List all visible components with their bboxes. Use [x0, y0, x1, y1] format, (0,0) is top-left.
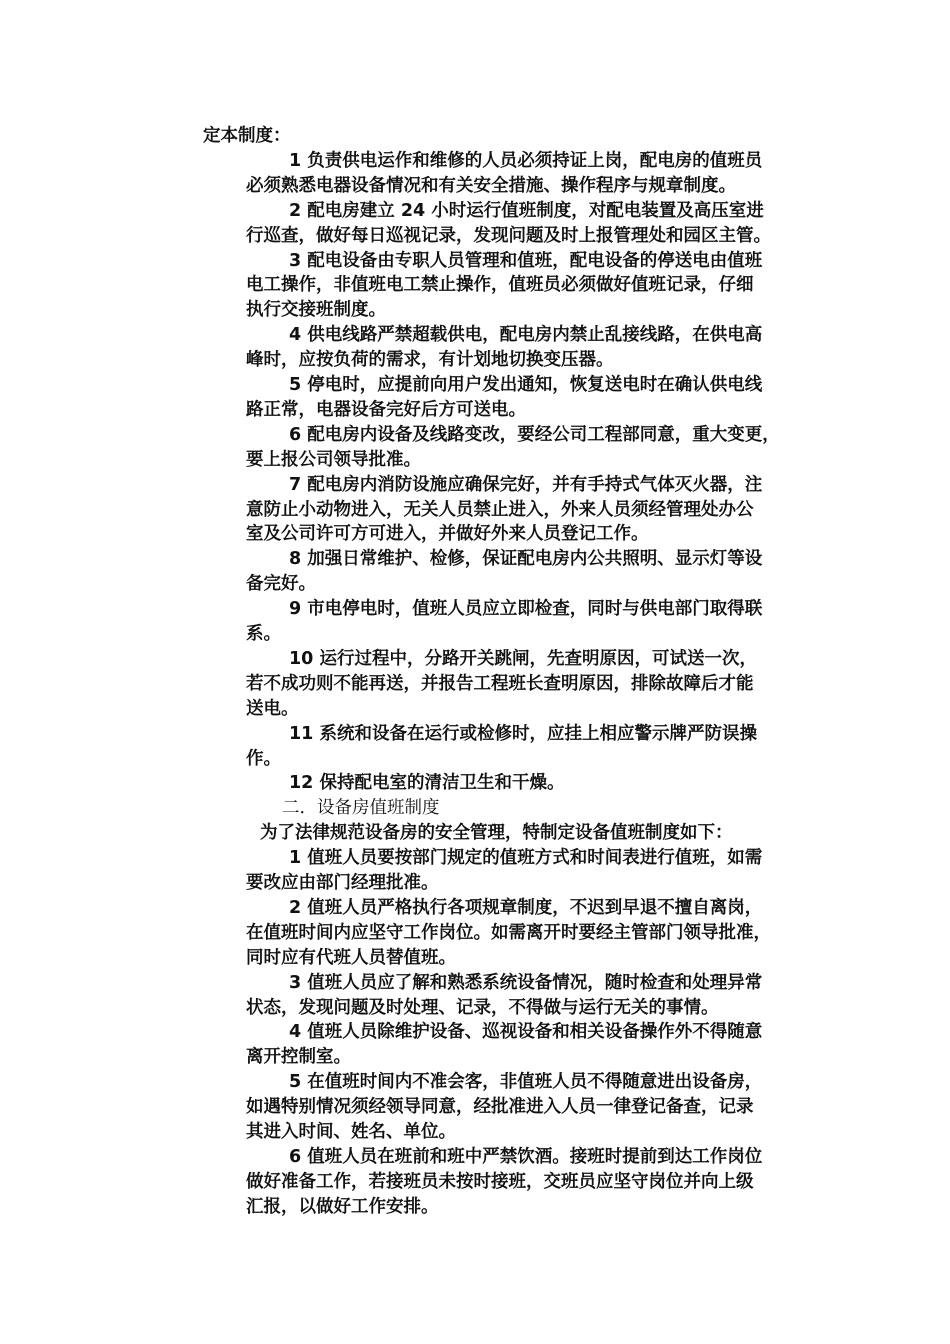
section1-item-3-line: 电工操作，非值班电工禁止操作，值班员必须做好值班记录，仔细: [246, 275, 754, 296]
section1-item-2-line: 行巡查，做好每日巡视记录，发现问题及时上报管理处和园区主管。: [246, 225, 771, 246]
section2-item-3-line: 3 值班人员应了解和熟悉系统设备情况，随时检查和处理异常: [289, 972, 763, 993]
section1-item-6-line: 6 配电房内设备及线路变改，要经公司工程部同意，重大变更，: [289, 424, 780, 445]
section1-item-11-line: 11 系统和设备在运行或检修时，应挂上相应警示牌严防误操: [289, 723, 757, 744]
section2-item-6-line: 6 值班人员在班前和班中严禁饮酒。接班时提前到达工作岗位: [289, 1146, 763, 1167]
section1-item-8-line: 8 加强日常维护、检修，保证配电房内公共照明、显示灯等设: [289, 549, 763, 570]
section2-item-2-line: 在值班时间内应坚守工作岗位。如需离开时要经主管部门领导批准，: [246, 922, 771, 943]
section1-item-6-line: 要上报公司领导批准。: [246, 449, 421, 470]
section2-item-2-line: 2 值班人员严格执行各项规章制度，不迟到早退不擅自离岗，: [289, 897, 763, 918]
section2-item-5-line: 5 在值班时间内不准会客，非值班人员不得随意进出设备房，: [289, 1072, 763, 1093]
section1-item-11-line: 作。: [246, 748, 281, 769]
section2-item-6-line: 做好准备工作，若接班员未按时接班，交班员应坚守岗位并向上级: [246, 1171, 754, 1192]
section1-item-1-line: 1 负责供电运作和维修的人员必须持证上岗，配电房的值班员: [289, 150, 763, 171]
section1-item-12-line: 12 保持配电室的清洁卫生和干燥。: [289, 773, 565, 794]
section1-item-4-line: 峰时，应按负荷的需求，有计划地切换变压器。: [246, 350, 614, 371]
section1-item-10-line: 送电。: [246, 698, 299, 719]
section2-heading: 二．设备房值班制度: [282, 798, 440, 819]
intro-heading: 定本制度：: [203, 126, 291, 146]
section1-item-3-line: 3 配电设备由专职人员管理和值班，配电设备的停送电由值班: [289, 250, 763, 271]
section2-item-4-line: 4 值班人员除维护设备、巡视设备和相关设备操作外不得随意: [289, 1022, 763, 1043]
section1-item-5-line: 路正常，电器设备完好后方可送电。: [246, 399, 526, 420]
section1-item-7-line: 室及公司许可方可进入，并做好外来人员登记工作。: [246, 524, 649, 545]
section2-item-5-line: 其进入时间、姓名、单位。: [246, 1122, 456, 1142]
section1-item-5-line: 5 停电时，应提前向用户发出通知，恢复送电时在确认供电线: [289, 375, 763, 395]
section2-item-2-line: 同时应有代班人员替值班。: [246, 947, 456, 968]
section1-item-9-line: 9 市电停电时，值班人员应立即检查，同时与供电部门取得联: [289, 599, 763, 620]
section2-item-1-line: 要改应由部门经理批准。: [246, 873, 439, 893]
section1-item-1-line: 必须熟悉电器设备情况和有关安全措施、操作程序与规章制度。: [246, 175, 736, 196]
section2-intro: 为了法律规范设备房的安全管理，特制定设备值班制度如下：: [260, 823, 733, 844]
section1-item-9-line: 系。: [246, 624, 281, 644]
section2-item-6-line: 汇报，以做好工作安排。: [246, 1196, 439, 1217]
section1-item-10-line: 若不成功则不能再送，并报告工程班长查明原因，排除故障后才能: [246, 673, 754, 694]
section1-item-7-line: 意防止小动物进入，无关人员禁止进入，外来人员须经管理处办公: [246, 499, 754, 520]
section2-item-3-line: 状态，发现问题及时处理、记录，不得做与运行无关的事情。: [246, 997, 719, 1018]
section2-item-5-line: 如遇特别情况须经领导同意，经批准进入人员一律登记备查，记录: [246, 1097, 754, 1118]
section1-item-3-line: 执行交接班制度。: [246, 300, 386, 321]
section2-item-1-line: 1 值班人员要按部门规定的值班方式和时间表进行值班，如需: [289, 848, 763, 869]
section2-item-4-line: 离开控制室。: [246, 1047, 351, 1068]
section1-item-2-line: 2 配电房建立 24 小时运行值班制度，对配电装置及高压室进: [289, 200, 764, 221]
section1-item-8-line: 备完好。: [246, 574, 316, 595]
section1-item-7-line: 7 配电房内消防设施应确保完好，并有手持式气体灭火器，注: [289, 474, 763, 495]
section1-item-10-line: 10 运行过程中，分路开关跳闸，先查明原因，可试送一次，: [289, 648, 757, 669]
section1-item-4-line: 4 供电线路严禁超载供电，配电房内禁止乱接线路，在供电高: [289, 325, 763, 346]
